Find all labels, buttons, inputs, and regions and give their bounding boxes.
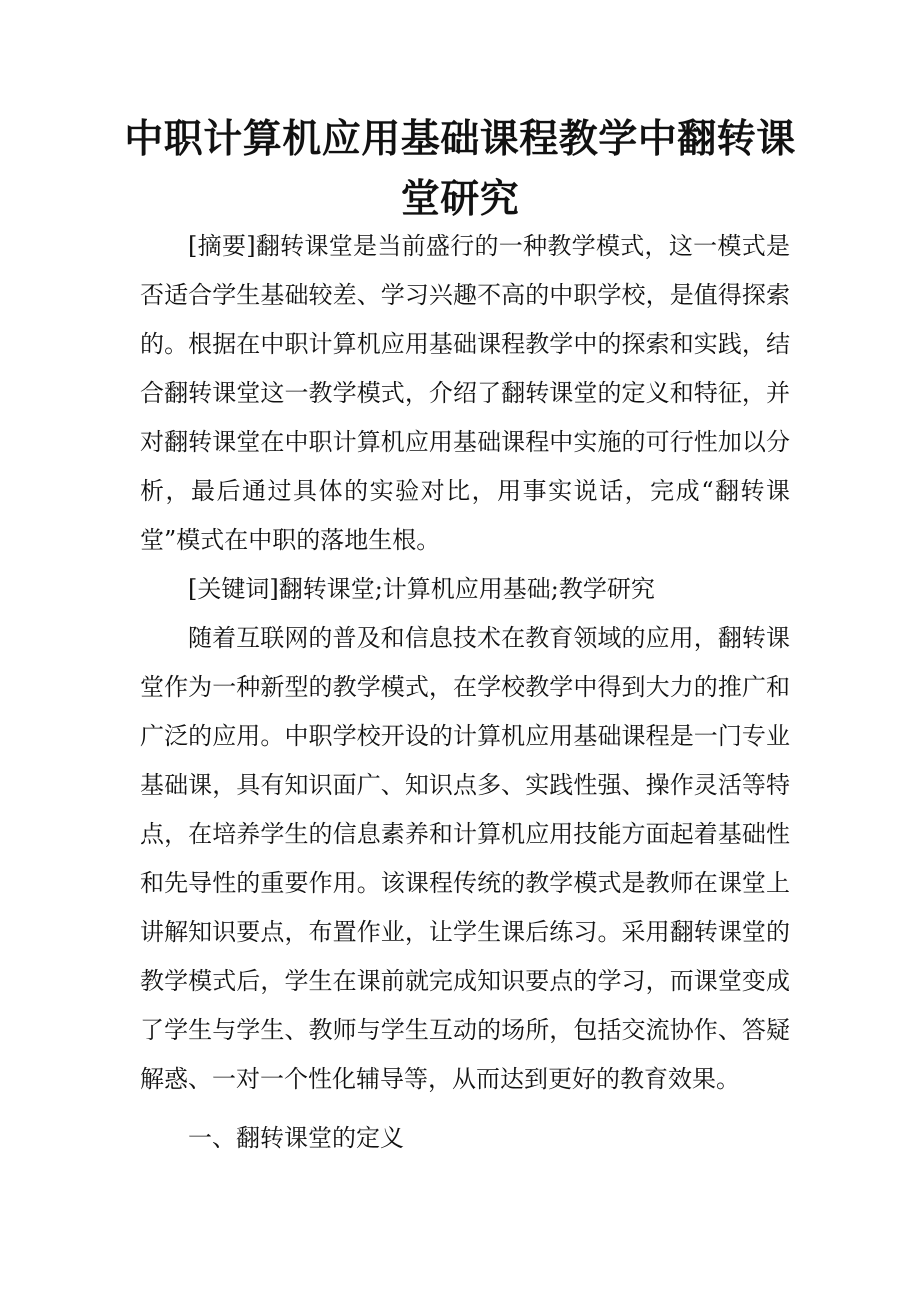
document-body xyxy=(140,222,790,1163)
title-line-1: 中职计算机应用基础课程教学中翻转课 xyxy=(124,117,796,162)
document-title xyxy=(120,110,800,230)
section-heading: 一、翻转课堂的定义 xyxy=(188,1124,404,1152)
title-line-2: 堂研究 xyxy=(400,177,520,222)
abstract-paragraph: [摘要]翻转课堂是当前盛行的一种教学模式，这一模式是否适合学生基础较差、学习兴趣不高的中职学校，是值得探索的。根据在中职计算机应用基础课程教学中的探索和实践，结合翻转课堂这一教学模式，介绍了翻转课堂的定义和特征，并对翻转课堂在中职计算机应用基础课程中实施的可行性加以分析，最后通过具体的实验对比，用事实说话，完成“翻转课堂”模式在中职的落地生根。 xyxy=(140,232,790,554)
intro-paragraph: 随着互联网的普及和信息技术在教育领域的应用，翻转课堂作为一种新型的教学模式，在学校教学中得到大力的推广和广泛的应用。中职学校开设的计算机应用基础课程是一门专业基础课，具有知识面广、知识点多、实践性强、操作灵活等特点，在培养学生的信息素养和计算机应用技能方面起着基础性和先导性的重要作用。该课程传统的教学模式是教师在课堂上讲解知识要点，布置作业，让学生课后练习。采用翻转课堂的教学模式后，学生在课前就完成知识要点的学习，而课堂变成了学生与学生、教师与学生互动的场所，包括交流协作、答疑解惑、一对一个性化辅导等，从而达到更好的教育效果。 xyxy=(140,624,790,1093)
keywords-paragraph: [关键词]翻转课堂;计算机应用基础;教学研究 xyxy=(188,575,655,603)
